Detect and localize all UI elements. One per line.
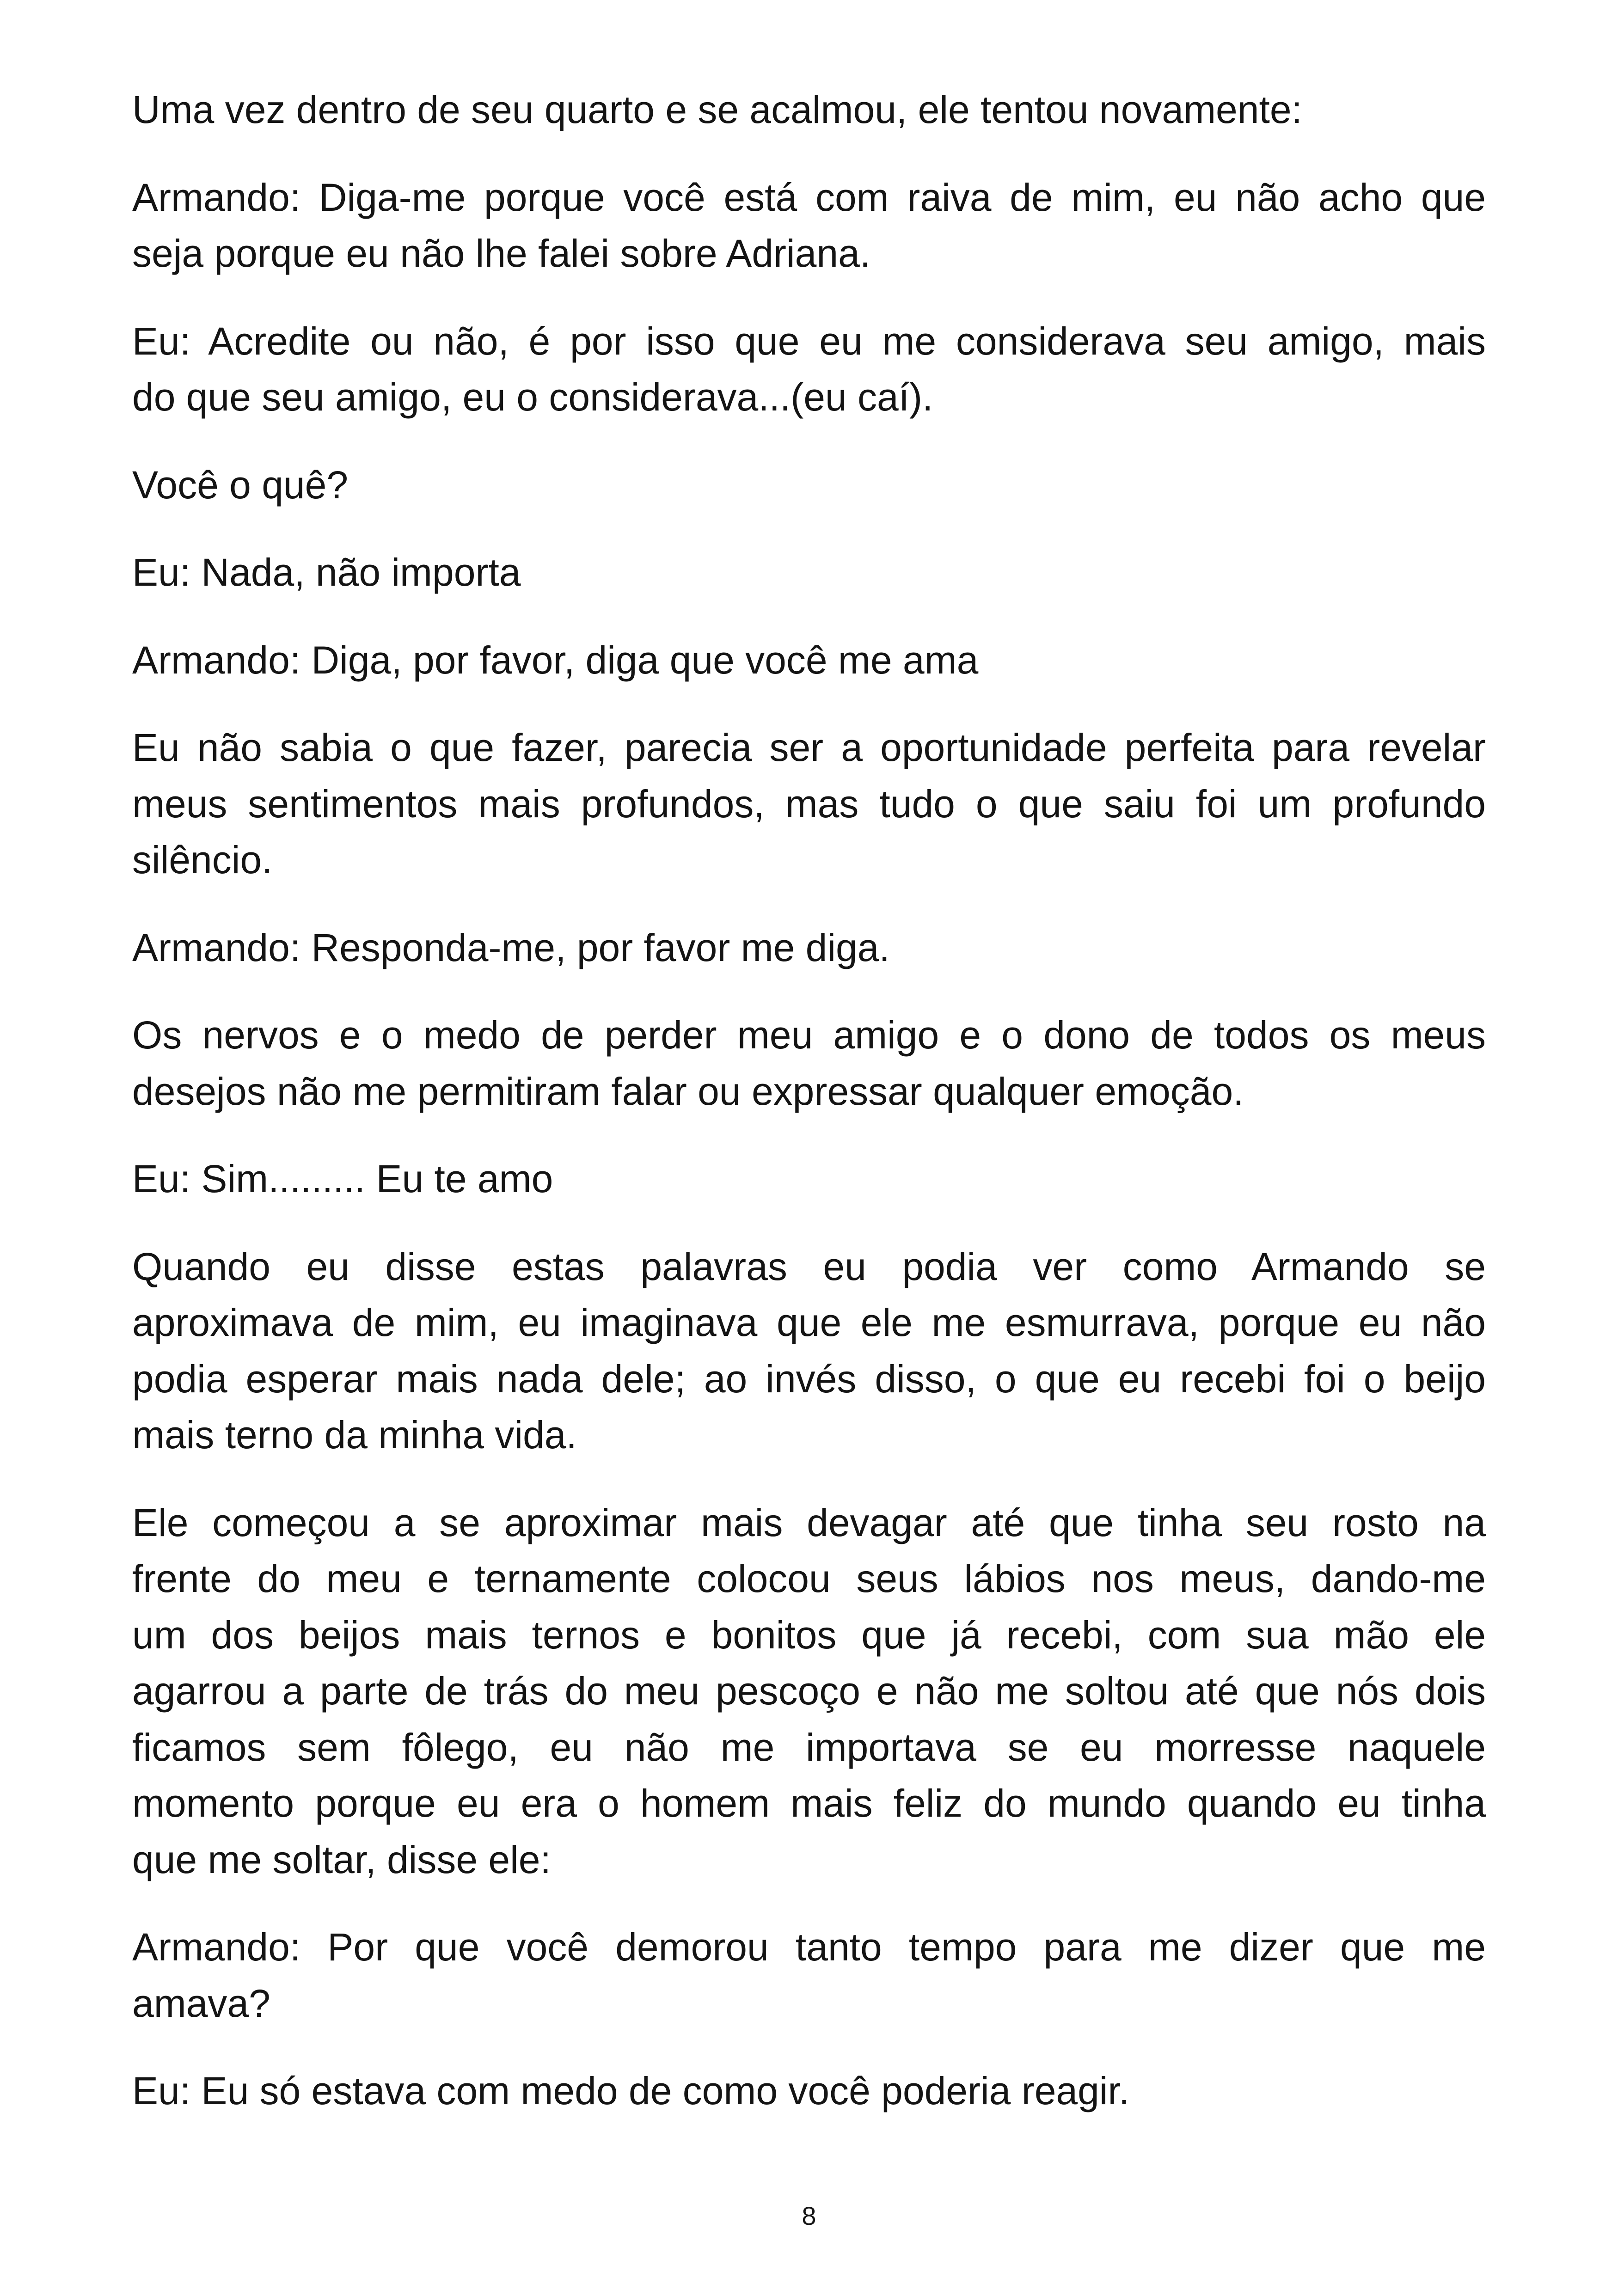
text-line: Armando: Diga-me porque você está com raiva de mim, eu não acho que: [132, 175, 1486, 219]
paragraph: [132, 82, 1486, 138]
text-line: Eu: Nada, não importa: [132, 551, 521, 594]
paragraph: [132, 1007, 1486, 1120]
paragraph: [132, 313, 1486, 426]
text-line: aproximava de mim, eu imaginava que ele me esmurrava, porque eu não: [132, 1301, 1486, 1344]
text-line: silêncio.: [132, 838, 273, 882]
text-line: desejos não me permitiram falar ou expressar qualquer emoção.: [132, 1069, 1244, 1113]
text-line: que me soltar, disse ele:: [132, 1837, 551, 1881]
text-line: seja porque eu não lhe falei sobre Adriana.: [132, 232, 871, 275]
text-line: Eu: Sim......... Eu te amo: [132, 1157, 553, 1200]
paragraph: [132, 1919, 1486, 2032]
text-line: Eu: Acredite ou não, é por isso que eu me considerava seu amigo, mais: [132, 319, 1486, 363]
text-line: meus sentimentos mais profundos, mas tudo o que saiu foi um profundo: [132, 782, 1486, 826]
text-line: Eu: Eu só estava com medo de como você poderia reagir.: [132, 2069, 1130, 2112]
page-number: 8: [802, 2201, 816, 2230]
text-line: Os nervos e o medo de perder meu amigo e o dono de todos os meus: [132, 1013, 1486, 1057]
text-line: Armando: Responda-me, por favor me diga.: [132, 925, 890, 969]
text-body: [132, 82, 1486, 2119]
text-line: frente do meu e ternamente colocou seus lábios nos meus, dando-me: [132, 1557, 1486, 1600]
text-line: Ele começou a se aproximar mais devagar até que tinha seu rosto na: [132, 1500, 1486, 1544]
text-line: Armando: Diga, por favor, diga que você me ama: [132, 638, 979, 682]
paragraph: [132, 457, 1486, 514]
paragraph: [132, 632, 1486, 689]
paragraph: [132, 920, 1486, 976]
text-line: mais terno da minha vida.: [132, 1413, 577, 1457]
paragraph: [132, 170, 1486, 282]
text-line: Quando eu disse estas palavras eu podia ver como Armando se: [132, 1244, 1486, 1288]
text-line: Armando: Por que você demorou tanto tempo para me dizer que me: [132, 1925, 1486, 1969]
paragraph: [132, 545, 1486, 601]
paragraph: [132, 1151, 1486, 1207]
text-line: ficamos sem fôlego, eu não me importava se eu morresse naquele: [132, 1725, 1486, 1769]
paragraph: [132, 1495, 1486, 1888]
text-line: Você o quê?: [132, 463, 349, 507]
paragraph: [132, 720, 1486, 888]
text-line: um dos beijos mais ternos e bonitos que já recebi, com sua mão ele: [132, 1613, 1486, 1657]
text-line: agarrou a parte de trás do meu pescoço e não me soltou até que nós dois: [132, 1669, 1486, 1713]
paragraph: [132, 2063, 1486, 2119]
paragraph: [132, 1239, 1486, 1463]
text-line: podia esperar mais nada dele; ao invés disso, o que eu recebi foi o beijo: [132, 1357, 1486, 1401]
text-line: Eu não sabia o que fazer, parecia ser a oportunidade perfeita para revelar: [132, 726, 1486, 769]
text-line: do que seu amigo, eu o considerava...(eu caí).: [132, 375, 933, 419]
text-line: amava?: [132, 1981, 270, 2025]
text-line: Uma vez dentro de seu quarto e se acalmou, ele tentou novamente:: [132, 88, 1302, 131]
text-line: momento porque eu era o homem mais feliz do mundo quando eu tinha: [132, 1782, 1486, 1825]
